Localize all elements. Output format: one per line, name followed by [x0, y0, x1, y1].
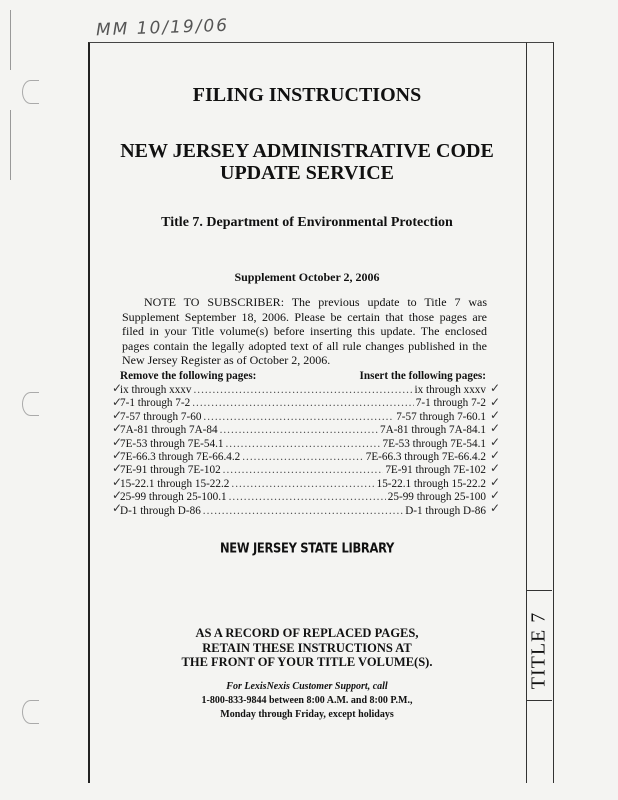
list-header — [120, 370, 486, 383]
margin-rule — [10, 10, 11, 70]
handwritten-initials-date: MM 10/19/06 — [95, 15, 230, 41]
support-line: For LexisNexis Customer Support, call — [226, 681, 388, 692]
list-item: 7-57 through 7-60 ..... 7-57 through 7-60.1 — [120, 411, 486, 424]
check-mark-icon: ✓ — [490, 435, 501, 449]
record-instructions — [88, 626, 526, 670]
record-line: RETAIN THESE INSTRUCTIONS AT — [202, 640, 412, 655]
check-mark-icon: ✓ — [490, 408, 501, 422]
subtitle-line: UPDATE SERVICE — [220, 162, 394, 184]
list-item: 7E-91 through 7E-102 ..... 7E-91 through 7E-102 — [120, 464, 486, 477]
check-mark-icon: ✓ — [490, 475, 501, 489]
binder-hole-mark — [22, 80, 39, 104]
check-mark-icon: ✓ — [490, 381, 501, 395]
check-mark-icon: ✓ — [112, 475, 123, 489]
remove-header: Remove the following pages: — [120, 370, 257, 382]
support-line: Monday through Friday, except holidays — [220, 709, 394, 720]
list-item: ix through xxxv ..... ix through xxxv — [120, 384, 486, 397]
check-mark-icon: ✓ — [112, 435, 123, 449]
document-title: FILING INSTRUCTIONS — [192, 84, 422, 106]
support-phone: 1-800-833-9844 between 8:00 A.M. and 8:00 P.M., — [201, 695, 413, 706]
binder-hole-mark — [22, 700, 39, 724]
tab-divider — [526, 700, 552, 701]
check-mark-icon: ✓ — [112, 448, 123, 462]
list-item: 15-22.1 through 15-22.2 ..... 15-22.1 through 15-22.2 — [120, 478, 486, 491]
binder-hole-mark — [22, 392, 39, 416]
document-subtitle — [88, 140, 526, 184]
list-item: D-1 through D-86 ..... D-1 through D-86 — [120, 505, 486, 518]
list-item: 7A-81 through 7A-84 ..... 7A-81 through 7A-84.1 — [120, 424, 486, 437]
supplement-date: Supplement October 2, 2006 — [234, 270, 380, 284]
page-replacement-list — [120, 370, 486, 518]
list-item: 7-1 through 7-2 ..... 7-1 through 7-2 — [120, 397, 486, 410]
record-line: AS A RECORD OF REPLACED PAGES, — [195, 626, 419, 640]
check-mark-icon: ✓ — [490, 421, 501, 435]
check-mark-icon: ✓ — [490, 488, 501, 502]
subtitle-line: NEW JERSEY ADMINISTRATIVE CODE — [120, 140, 494, 162]
check-mark-icon: ✓ — [490, 461, 501, 475]
list-item: 7E-53 through 7E-54.1 ..... 7E-53 through 7E-54.1 — [120, 438, 486, 451]
customer-support-info — [88, 680, 526, 722]
insert-header: Insert the following pages: — [359, 370, 486, 382]
record-line: THE FRONT OF YOUR TITLE VOLUME(S). — [181, 655, 433, 669]
check-mark-icon: ✓ — [112, 395, 123, 409]
margin-rule — [10, 110, 11, 180]
check-mark-icon: ✓ — [112, 488, 123, 502]
note-to-subscriber: NOTE TO SUBSCRIBER: The previous update to Title 7 was Supplement September 18, 2006. Please be certain that those pages are filed in your Title volume(s) before inserting this update. The enclosed pages contain the legally adopted text of all rule changes published in the New Jersey Register as of October 2, 2006. — [122, 295, 487, 367]
check-mark-icon: ✓ — [112, 501, 123, 515]
check-mark-icon: ✓ — [112, 408, 123, 422]
check-mark-icon: ✓ — [112, 421, 123, 435]
list-item: 25-99 through 25-100.1 ..... 25-99 through 25-100 — [120, 491, 486, 504]
check-mark-icon: ✓ — [490, 501, 501, 515]
tab-divider — [526, 590, 552, 591]
check-mark-icon: ✓ — [112, 461, 123, 475]
library-stamp: NEW JERSEY STATE LIBRARY — [219, 539, 395, 557]
check-mark-icon: ✓ — [112, 381, 123, 395]
list-item: 7E-66.3 through 7E-66.4.2 ..... 7E-66.3 through 7E-66.4.2 — [120, 451, 486, 464]
check-mark-icon: ✓ — [490, 448, 501, 462]
tab-label: TITLE 7 — [527, 611, 550, 689]
check-mark-icon: ✓ — [490, 395, 501, 409]
title-name: Title 7. Department of Environmental Protection — [161, 215, 453, 230]
